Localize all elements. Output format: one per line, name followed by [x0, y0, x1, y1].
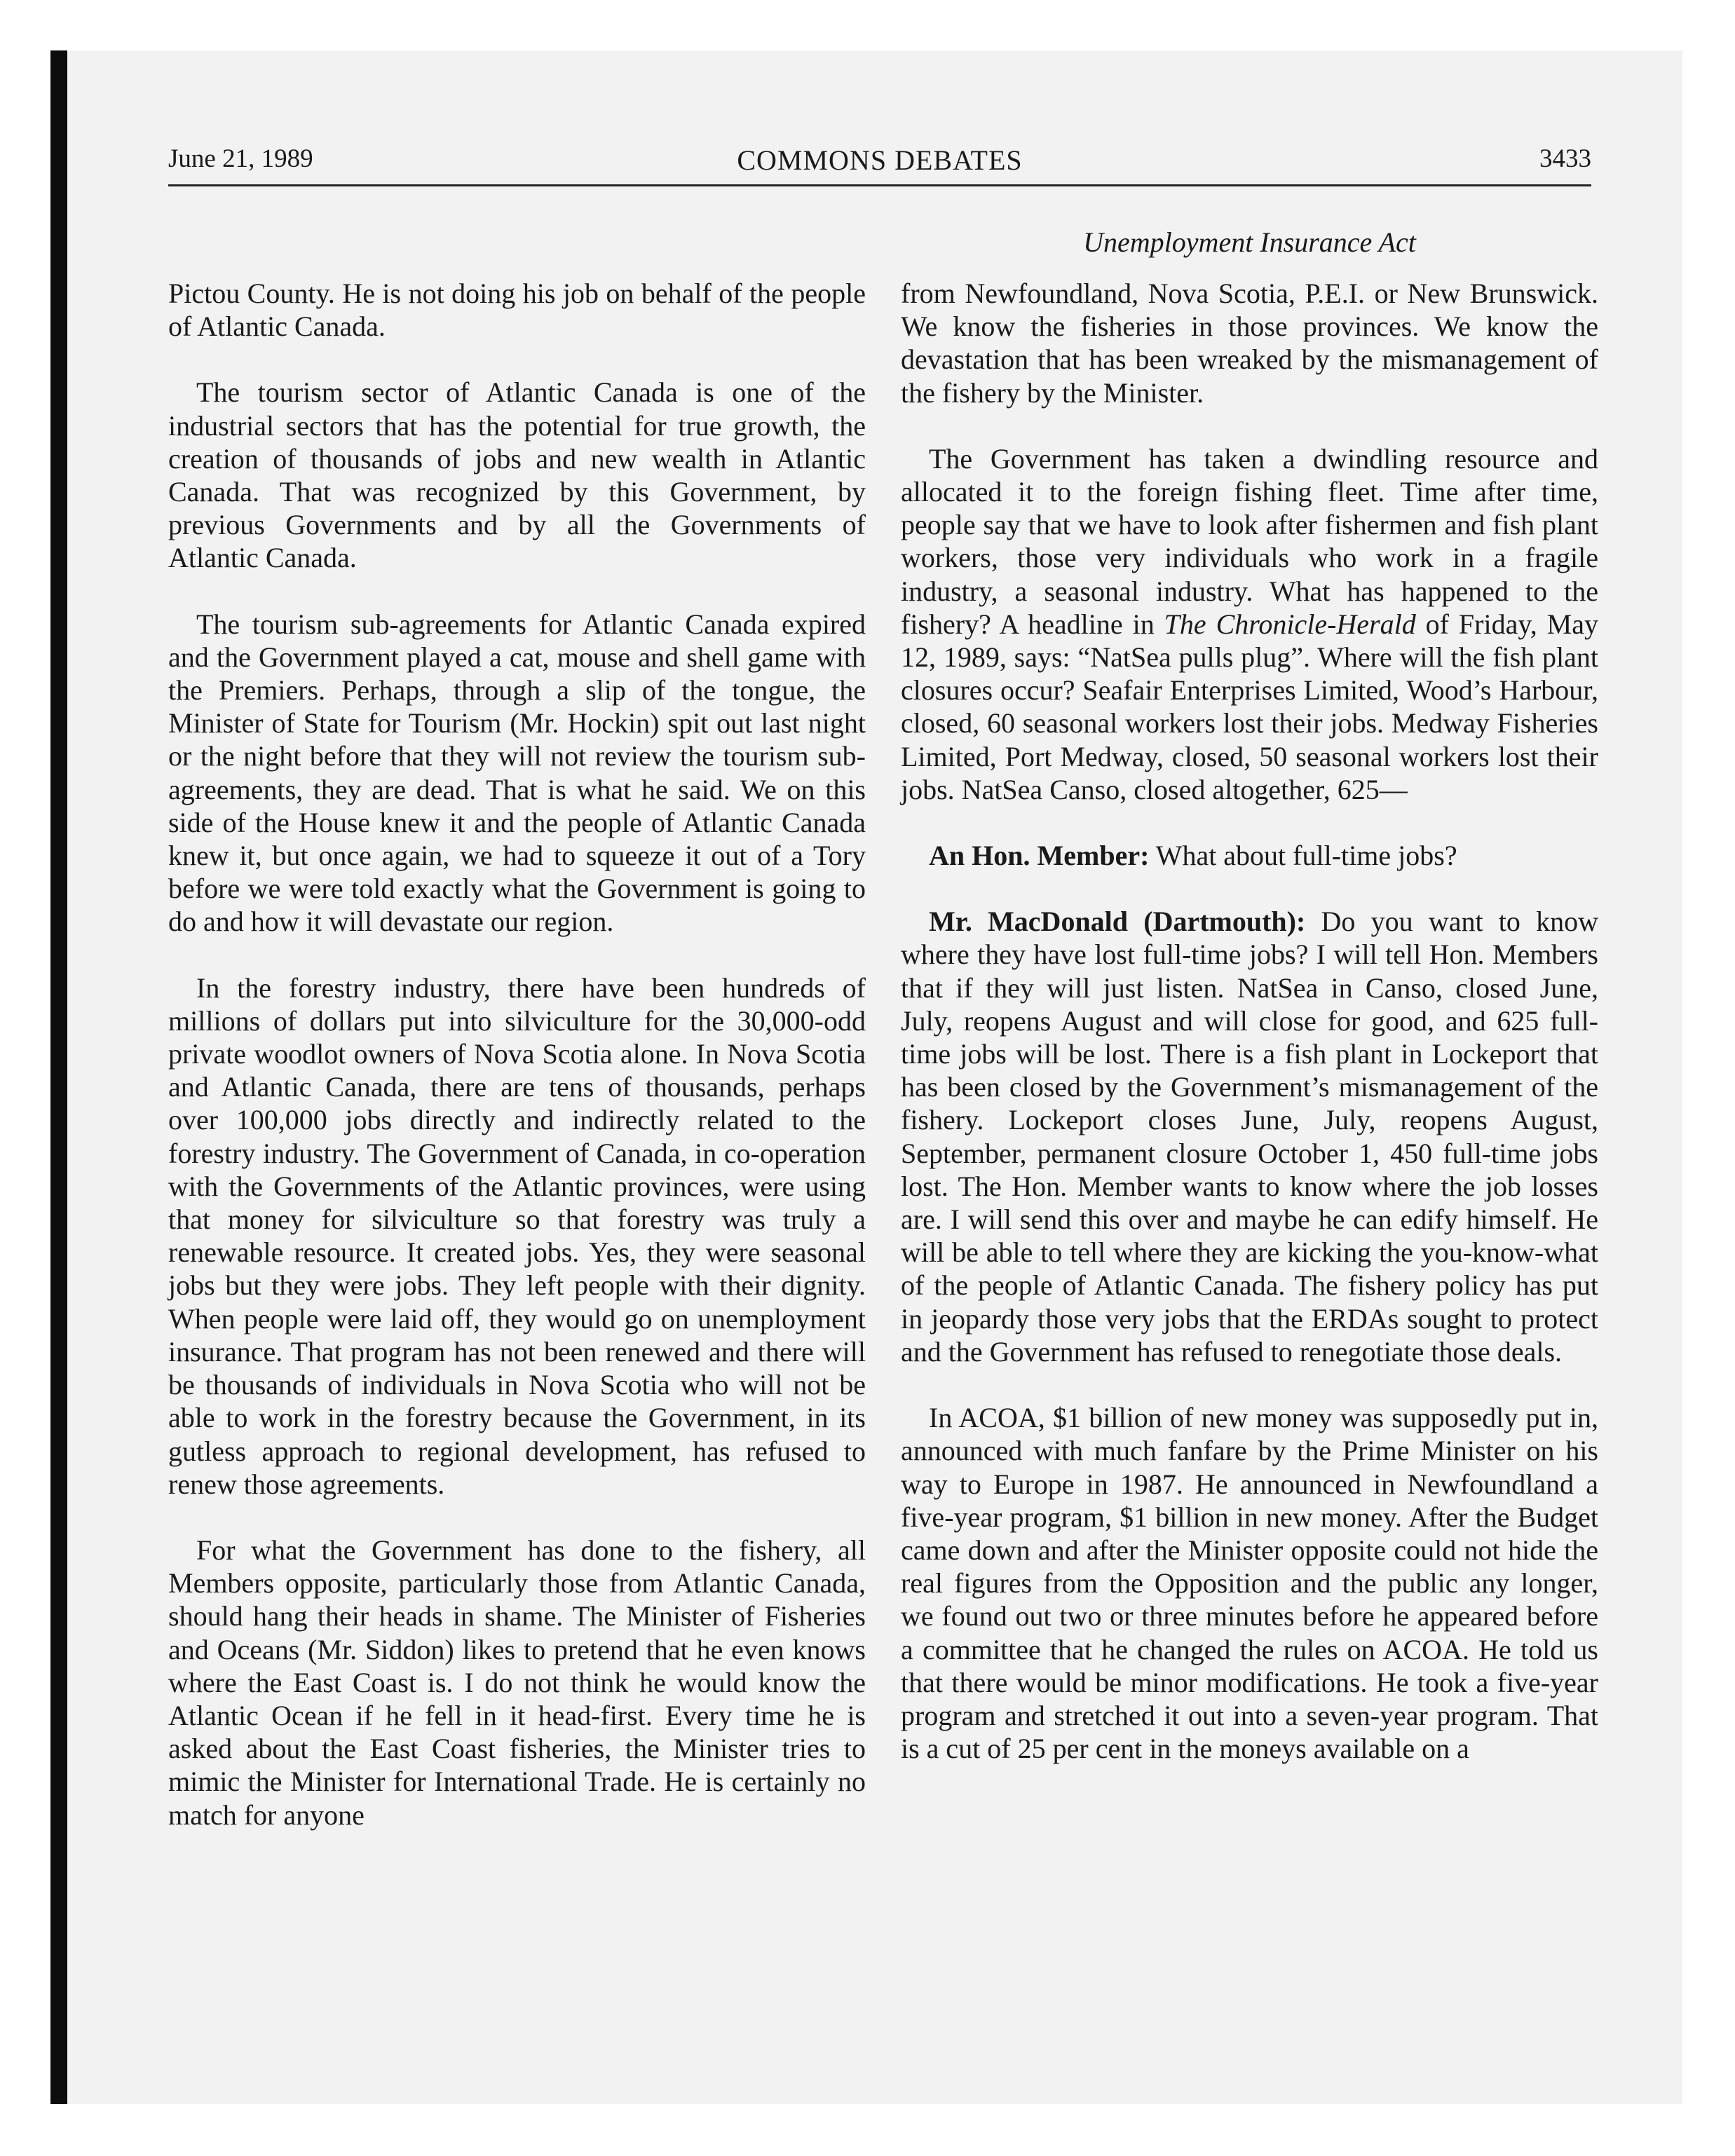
right-paragraph-4	[901, 905, 1598, 1368]
right-paragraph-2	[901, 442, 1598, 806]
left-column	[168, 277, 866, 1831]
speaker-hon-member: An Hon. Member:	[929, 840, 1150, 872]
header-date: June 21, 1989	[168, 144, 313, 173]
left-paragraph-2: The tourism sector of Atlantic Canada is one of the industrial sectors that has the potential for true growth, the creation of thousands of jobs and new wealth in Atlantic Canada. That was recognized by this Government, by previous Governments and by all the Governments of Atlantic Canada.	[168, 376, 866, 574]
speech-hon-member: What about full-time jobs?	[1149, 840, 1457, 872]
right-paragraph-3	[901, 839, 1598, 872]
left-paragraph-3: The tourism sub-agreements for Atlantic Canada expired and the Government played a cat, mouse and shell game with the Premiers. Perhaps, through a slip of the tongue, the Minister of State for Tourism (Mr. Hockin) spit out last night or the night before that they will not review the tourism sub-agreements, they are dead. That is what he said. We on this side of the House knew it and the people of Atlantic Canada knew it, but once again, we had to squeeze it out of a Tory before we were told exactly what the Government is going to do and how it will devastate our region.	[168, 608, 866, 938]
left-paragraph-1: Pictou County. He is not doing his job on behalf of the people of Atlantic Canada.	[168, 278, 866, 343]
left-paragraph-5: For what the Government has done to the fishery, all Members opposite, particularly those from Atlantic Canada, should hang their heads in shame. The Minister of Fisheries and Oceans (Mr. Siddon) likes to pretend that he even knows where the East Coast is. I do not think he would know the Atlantic Ocean if he fell in it head-first. Every time he is asked about the East Coast fisheries, the Minister tries to mimic the Minister for International Trade. He is certainly no match for anyone	[168, 1534, 866, 1831]
right-paragraph-2-text-b: of Friday, May 12, 1989, says: “NatSea pulls plug”. Where will the fish plant closures occur? Seafair Enterprises Limited, Wood’s Harbour, closed, 60 seasonal workers lost their jobs. Medway Fisheries Limited, Port Medway, closed, 50 seasonal workers lost their jobs. NatSea Canso, closed altogether, 625—	[901, 608, 1598, 805]
right-paragraph-1: from Newfoundland, Nova Scotia, P.E.I. or New Brunswick. We know the fisheries in those provinces. We know the devastation that has been wreaked by the mismanagement of the fishery by the Minister.	[901, 278, 1598, 409]
speaker-macdonald: Mr. MacDonald (Dartmouth):	[929, 906, 1306, 938]
right-column	[901, 277, 1598, 1765]
right-paragraph-5: In ACOA, $1 billion of new money was supposedly put in, announced with much fanfare by the Prime Minister on his way to Europe in 1987. He announced in Newfoundland a five-year program, $1 billion in new money. After the Budget came down and after the Minister opposite could not hide the real figures from the Opposition and the public any longer, we found out two or three minutes before he appeared before a committee that he changed the rules on ACOA. He told us that there would be minor modifications. He took a five-year program and stretched it out into a seven-year program. That is a cut of 25 per cent in the moneys available on a	[901, 1402, 1598, 1765]
right-paragraph-2-text-a: The Government has taken a dwindling resource and allocated it to the foreign fishing fleet. Time after time, people say that we have to look after fishermen and fish plant workers, those very individuals who work in a fragile industry, a seasonal industry. What has happened to the fishery? A headline in	[901, 442, 1598, 640]
speech-macdonald: Do you want to know where they have lost full-time jobs? I will tell Hon. Members that if they will just listen. NatSea in Canso, closed June, July, reopens August and will close for good, and 625 full-time jobs will be lost. There is a fish plant in Lockeport that has been closed by the Government’s mismanagement of the fishery. Lockeport closes June, July, reopens August, September, permanent closure October 1, 450 full-time jobs lost. The Hon. Member wants to know where the job losses are. I will send this over and maybe he can edify himself. He will be able to tell where they are kicking the you-know-what of the people of Atlantic Canada. The fishery policy has put in jeopardy those very jobs that the ERDAs sought to protect and the Government has refused to renegotiate those deals.	[901, 906, 1599, 1367]
page-header	[168, 144, 1591, 186]
left-paragraph-4: In the forestry industry, there have been hundreds of millions of dollars put into silviculture for the 30,000-odd private woodlot owners of Nova Scotia alone. In Nova Scotia and Atlantic Canada, there are tens of thousands, perhaps over 100,000 jobs directly and indirectly related to the forestry industry. The Government of Canada, in co-operation with the Governments of the Atlantic provinces, were using that money for silviculture so that forestry was truly a renewable resource. It created jobs. Yes, they were seasonal jobs but they were jobs. They left people with their dignity. When people were laid off, they would go on unemployment insurance. That program has not been renewed and there will be thousands of individuals in Nova Scotia who will not be able to work in the forestry because the Government, in its gutless approach to regional development, has refused to renew those agreements.	[168, 971, 866, 1500]
scan-edge-bar	[50, 50, 67, 2104]
header-title: COMMONS DEBATES	[737, 144, 1023, 176]
newspaper-title: The Chronicle-Herald	[1164, 608, 1416, 640]
running-head: Unemployment Insurance Act	[1083, 226, 1416, 258]
header-rule	[168, 184, 1591, 186]
header-page-number: 3433	[1539, 144, 1591, 173]
